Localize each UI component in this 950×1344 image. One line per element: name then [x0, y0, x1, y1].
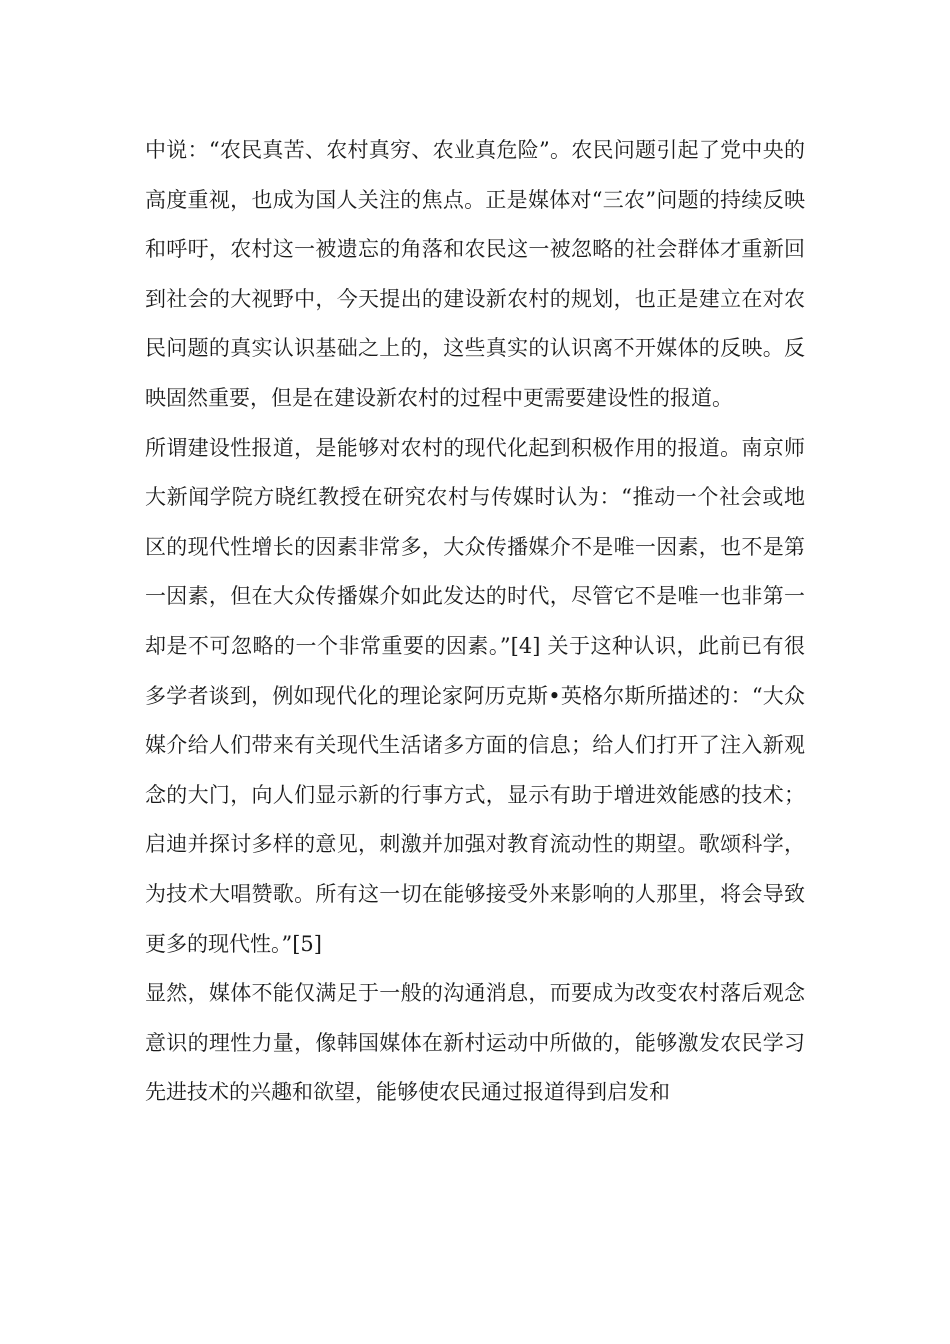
paragraph-1: 中说：“农民真苦、农村真穷、农业真危险”。农民问题引起了党中央的高度重视，也成为国人关注的焦点。正是媒体对“三农”问题的持续反映和呼吁，农村这一被遗忘的角落和农民这一被忽略的社会群体才重新回到社会的大视野中，今天提出的建设新农村的规划，也正是建立在对农民问题的真实认识基础之上的，这些真实的认识离不开媒体的反映。反映固然重要，但是在建设新农村的过程中更需要建设性的报道。 [145, 138, 805, 410]
body-text [145, 126, 805, 1118]
paragraph-3: 显然，媒体不能仅满足于一般的沟通消息，而要成为改变农村落后观念意识的理性力量，像韩国媒体在新村运动中所做的，能够激发农民学习先进技术的兴趣和欲望，能够使农民通过报道得到启发和 [145, 981, 805, 1105]
paragraph-2: 所谓建设性报道，是能够对农村的现代化起到积极作用的报道。南京师大新闻学院方晓红教授在研究农村与传媒时认为：“推动一个社会或地区的现代性增长的因素非常多，大众传播媒介不是唯一因素，也不是第一因素，但在大众传播媒介如此发达的时代，尽管它不是唯一也非第一却是不可忽略的一个非常重要的因素。”[4] 关于这种认识，此前已有很多学者谈到，例如现代化的理论家阿历克斯•英格尔斯所描述的：“大众媒介给人们带来有关现代生活诸多方面的信息；给人们打开了注入新观念的大门，向人们显示新的行事方式，显示有助于增进效能感的技术；启迪并探讨多样的意见，刺激并加强对教育流动性的期望。歌颂科学，为技术大唱赞歌。所有这一切在能够接受外来影响的人那里，将会导致更多的现代性。”[5] [145, 435, 805, 956]
